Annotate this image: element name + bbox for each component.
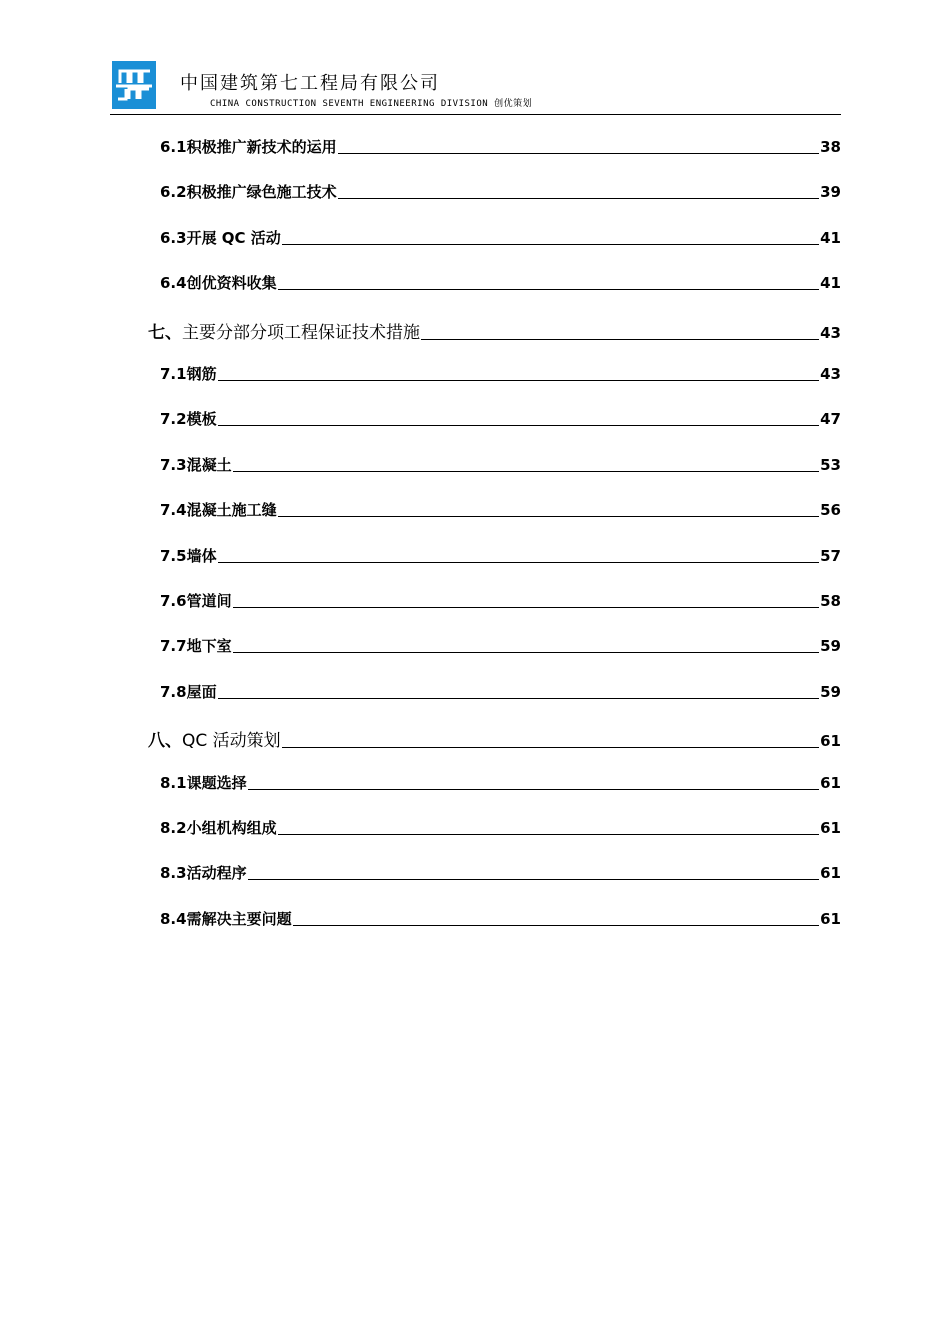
toc-entry-number: 7.2: [160, 410, 187, 429]
toc-entry-label: [160, 227, 281, 248]
toc-entry-label: [160, 181, 337, 202]
toc-page-number: 59: [820, 682, 841, 701]
toc-entry-label: [160, 908, 292, 929]
toc-leader-line: [338, 198, 820, 199]
toc-leader-line: [218, 698, 820, 699]
toc-leader-line: [282, 244, 819, 245]
toc-page-number: 43: [820, 365, 841, 383]
toc-entry-label: [160, 681, 217, 702]
toc-entry-number: 7.3: [160, 455, 187, 474]
toc-leader-line: [248, 789, 820, 790]
toc-entry-label: [160, 136, 337, 157]
toc-entry-title: 小组机构组成: [186, 819, 277, 837]
toc-entry-title: 开展 QC 活动: [186, 228, 281, 247]
toc-entry-title: 创优资料收集: [186, 274, 277, 293]
toc-page-number: 61: [820, 732, 841, 751]
toc-entry-label: [148, 318, 420, 343]
toc-entry-number: 8.4: [160, 909, 187, 928]
toc-entry-label: [160, 454, 232, 475]
toc-entry-number: 6.4: [160, 274, 187, 293]
toc-entry-title: 混凝土: [186, 455, 232, 474]
toc-page-number: 61: [820, 819, 841, 837]
toc-leader-line: [218, 380, 820, 381]
toc-entry-label: [160, 862, 247, 883]
toc-entry[interactable]: [160, 635, 841, 656]
toc-entry[interactable]: [160, 772, 841, 793]
toc-leader-line: [282, 747, 819, 748]
toc-entry-label: [148, 726, 281, 751]
toc-entry-number: 6.2: [160, 183, 187, 202]
toc-entry[interactable]: [148, 318, 841, 343]
toc-entry-title: 活动程序: [186, 864, 247, 883]
toc-entry-label: [160, 499, 277, 520]
toc-page-number: 58: [820, 592, 841, 610]
toc-entry-number: 6.1: [160, 138, 187, 156]
toc-leader-line: [278, 834, 820, 835]
toc-entry-title: 需解决主要问题: [186, 909, 292, 928]
toc-entry-number: 7.5: [160, 546, 187, 565]
toc-entry[interactable]: [160, 454, 841, 475]
toc-leader-line: [278, 516, 820, 517]
toc-entry[interactable]: [160, 272, 841, 293]
toc-page-number: 56: [820, 501, 841, 520]
toc-page-number: 41: [820, 228, 841, 247]
toc-entry-number: 8.3: [160, 864, 187, 883]
toc-entry-title: 模板: [186, 410, 217, 429]
toc-entry-title: 管道间: [186, 592, 232, 610]
toc-entry-label: [160, 363, 217, 384]
toc-page-number: 41: [820, 274, 841, 293]
toc-entry-number: 8.2: [160, 819, 187, 837]
toc-page-number: 59: [820, 637, 841, 656]
toc-entry-title: 积极推广新技术的运用: [186, 138, 337, 156]
toc-entry-title: 课题选择: [186, 773, 247, 792]
toc-entry-number: 7.4: [160, 501, 187, 520]
toc-entry-label: [160, 272, 277, 293]
toc-entry[interactable]: [160, 181, 841, 202]
toc-entry[interactable]: [160, 681, 841, 702]
toc-entry[interactable]: [148, 726, 841, 751]
toc-page-number: 39: [820, 183, 841, 202]
toc-entry-number: 七、: [148, 322, 182, 343]
toc-entry[interactable]: [160, 590, 841, 611]
toc-page-number: 38: [820, 138, 841, 156]
toc-entry[interactable]: [160, 136, 841, 157]
toc-page-number: 57: [820, 546, 841, 565]
toc-entry[interactable]: [160, 817, 841, 838]
toc-leader-line: [218, 425, 820, 426]
toc-entry[interactable]: [160, 545, 841, 566]
company-name: 中国建筑第七工程局有限公司: [180, 73, 440, 94]
toc-entry-title: 屋面: [186, 682, 217, 701]
toc-leader-line: [233, 471, 820, 472]
toc-leader-line: [233, 652, 820, 653]
toc-entry-label: [160, 590, 232, 611]
toc-entry[interactable]: [160, 499, 841, 520]
toc-entry-title: 地下室: [186, 637, 232, 656]
toc-entry-title: 积极推广绿色施工技术: [186, 183, 337, 202]
toc-entry[interactable]: [160, 862, 841, 883]
toc-entry-number: 7.1: [160, 365, 187, 383]
toc-entry-title: 墙体: [186, 546, 217, 565]
toc-entry[interactable]: [160, 227, 841, 248]
toc-entry-label: [160, 545, 217, 566]
toc-entry-title: QC 活动策划: [182, 731, 281, 752]
toc-leader-line: [293, 925, 820, 926]
toc-entry-number: 8.1: [160, 773, 187, 792]
toc-entry-number: 八、: [148, 731, 182, 752]
toc-page-number: 53: [820, 455, 841, 474]
toc-page-number: 61: [820, 864, 841, 883]
toc-entry-title: 混凝土施工缝: [186, 501, 277, 520]
toc-entry-label: [160, 408, 217, 429]
toc-entry-number: 7.8: [160, 682, 187, 701]
toc-entry[interactable]: [160, 408, 841, 429]
toc-entry-label: [160, 635, 232, 656]
toc-entry-label: [160, 772, 247, 793]
toc-page-number: 43: [820, 323, 841, 342]
toc-page-number: 61: [820, 909, 841, 928]
toc-entry[interactable]: [160, 908, 841, 929]
toc-entry-number: 7.7: [160, 637, 187, 656]
toc-leader-line: [248, 879, 820, 880]
toc-leader-line: [338, 153, 820, 154]
toc-entry[interactable]: [160, 363, 841, 384]
toc-leader-line: [278, 289, 820, 290]
toc-entry-number: 7.6: [160, 592, 187, 610]
toc-page-number: 61: [820, 773, 841, 792]
toc-leader-line: [421, 339, 819, 340]
toc-entry-number: 6.3: [160, 228, 187, 247]
toc-page-number: 47: [820, 410, 841, 429]
toc-entry-title: 主要分部分项工程保证技术措施: [182, 322, 420, 343]
toc-leader-line: [233, 607, 820, 608]
company-subtitle: CHINA CONSTRUCTION SEVENTH ENGINEERING DIVISION 创优策划: [210, 99, 533, 109]
toc-leader-line: [218, 562, 820, 563]
toc-entry-label: [160, 817, 277, 838]
toc-entry-title: 钢筋: [186, 365, 217, 383]
